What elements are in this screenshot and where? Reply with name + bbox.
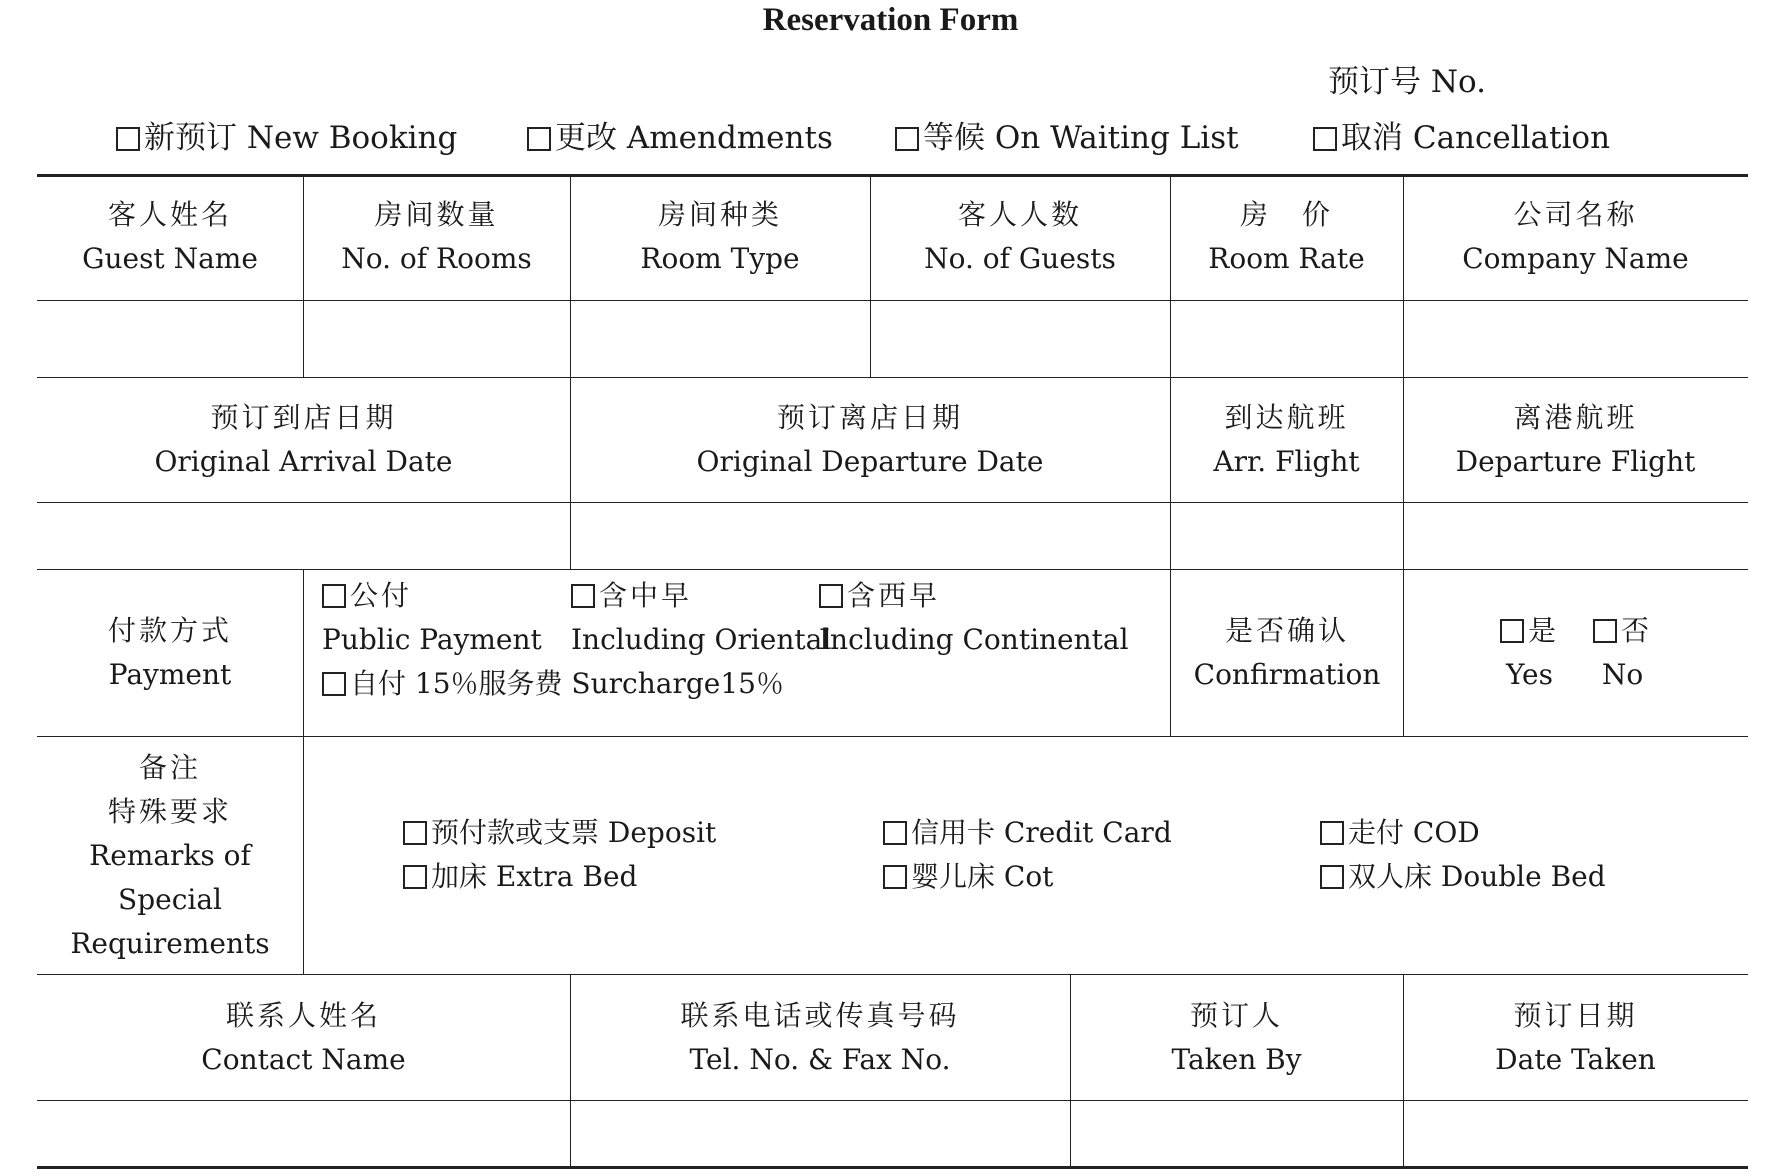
payment-option-oriental-breakfast[interactable] <box>571 574 831 662</box>
column-divider <box>303 569 304 974</box>
option-zh: 公付 <box>350 579 413 612</box>
option-en: Including Continental <box>819 623 1129 656</box>
checkbox[interactable] <box>527 127 551 151</box>
header-arrival-date <box>37 378 570 502</box>
remark-option-cot[interactable] <box>883 855 1053 899</box>
payment-label-zh: 付款方式 <box>107 614 232 647</box>
arrival-flight-field[interactable] <box>1171 503 1403 569</box>
option-en: Public Payment <box>322 623 542 656</box>
confirmation-en: Confirmation <box>1193 658 1381 691</box>
header-arrival-flight <box>1170 378 1403 502</box>
header-departure-flight <box>1403 378 1748 502</box>
arrival-date-field[interactable] <box>37 503 570 569</box>
header-en: No. of Rooms <box>341 242 532 275</box>
checkbox[interactable] <box>1593 619 1617 643</box>
header-en: Original Arrival Date <box>154 445 453 478</box>
payment-option-public[interactable] <box>322 574 542 662</box>
payment-label-en: Payment <box>108 658 232 691</box>
header-zh: 房间数量 <box>374 198 499 231</box>
payment-option-continental-breakfast[interactable] <box>819 574 1129 662</box>
remark-label: 走付 COD <box>1348 816 1480 849</box>
remarks-label <box>37 737 303 974</box>
checkbox[interactable] <box>883 865 907 889</box>
header-en: Guest Name <box>82 242 258 275</box>
remark-option-deposit[interactable] <box>403 811 716 855</box>
contact-name-field[interactable] <box>37 1101 570 1166</box>
option-zh: 含中早 <box>599 579 693 612</box>
header-room-type <box>570 174 870 300</box>
remark-option-double-bed[interactable] <box>1320 855 1606 899</box>
header-number-of-rooms <box>303 174 570 300</box>
departure-date-field[interactable] <box>571 503 1170 569</box>
header-en: Tel. No. & Fax No. <box>689 1042 951 1076</box>
confirmation-label <box>1171 570 1403 736</box>
checkbox[interactable] <box>322 672 346 696</box>
header-zh: 联系人姓名 <box>225 998 381 1032</box>
header-en: Departure Flight <box>1455 445 1696 478</box>
booking-type-label: 等候 On Waiting List <box>923 120 1239 156</box>
confirmation-options <box>1404 570 1748 736</box>
booking-type-label: 取消 Cancellation <box>1341 120 1611 156</box>
header-company-name <box>1403 174 1748 300</box>
departure-flight-field[interactable] <box>1404 503 1748 569</box>
booking-type-cancellation[interactable] <box>1313 116 1610 160</box>
checkbox[interactable] <box>571 584 595 608</box>
header-en: Contact Name <box>201 1042 406 1076</box>
form-title: Reservation Form <box>762 2 1019 38</box>
remark-label: 婴儿床 Cot <box>911 860 1054 893</box>
header-zh: 客人人数 <box>957 198 1082 231</box>
payment-option-self-pay[interactable] <box>322 662 784 706</box>
number-of-rooms-field[interactable] <box>304 301 570 377</box>
yes-en: Yes <box>1505 658 1553 691</box>
header-zh: 预订离店日期 <box>776 401 963 434</box>
payment-label <box>37 570 303 736</box>
booking-type-new[interactable] <box>116 116 457 160</box>
header-zh: 预订日期 <box>1513 998 1638 1032</box>
no-zh: 否 <box>1621 614 1653 647</box>
header-en: Room Rate <box>1208 242 1365 275</box>
checkbox[interactable] <box>1500 619 1524 643</box>
reservation-number-label: 预订号 No. <box>1328 64 1486 100</box>
remark-option-cod[interactable] <box>1320 811 1480 855</box>
confirmation-zh: 是否确认 <box>1224 614 1349 647</box>
header-zh: 房间种类 <box>657 198 782 231</box>
header-tel-fax <box>570 975 1070 1100</box>
header-zh: 联系电话或传真号码 <box>680 998 960 1032</box>
header-en: Original Departure Date <box>696 445 1044 478</box>
booking-type-label: 新预订 New Booking <box>144 120 458 156</box>
room-rate-field[interactable] <box>1171 301 1403 377</box>
option-zh: 含西早 <box>847 579 941 612</box>
no-en: No <box>1601 658 1644 691</box>
header-en: Date Taken <box>1495 1042 1656 1076</box>
header-contact-name <box>37 975 570 1100</box>
header-en: Arr. Flight <box>1213 445 1360 478</box>
number-of-guests-field[interactable] <box>871 301 1170 377</box>
header-zh: 客人姓名 <box>107 198 232 231</box>
header-taken-by <box>1070 975 1403 1100</box>
room-type-field[interactable] <box>571 301 870 377</box>
remark-label: 双人床 Double Bed <box>1348 860 1606 893</box>
header-en: No. of Guests <box>924 242 1116 275</box>
option-en: Including Oriental <box>571 623 832 656</box>
header-en: Taken By <box>1171 1042 1302 1076</box>
taken-by-field[interactable] <box>1071 1101 1403 1166</box>
checkbox[interactable] <box>403 865 427 889</box>
header-zh: 到达航班 <box>1224 401 1349 434</box>
booking-type-options <box>0 116 1781 160</box>
header-number-of-guests <box>870 174 1170 300</box>
header-zh: 房 价 <box>1239 198 1333 231</box>
checkbox[interactable] <box>116 127 140 151</box>
remark-label: 预付款或支票 Deposit <box>431 816 717 849</box>
table-bottom-rule <box>37 1166 1748 1169</box>
yes-zh: 是 <box>1527 614 1559 647</box>
reservation-table <box>37 174 1748 1170</box>
remarks-label-line: Requirements <box>70 926 270 960</box>
header-departure-date <box>570 378 1170 502</box>
confirmation-no[interactable] <box>1593 609 1652 697</box>
tel-fax-field[interactable] <box>571 1101 1070 1166</box>
booking-type-amendments[interactable] <box>527 116 833 160</box>
remarks-label-line: 备注 <box>138 750 201 784</box>
header-zh: 预订人 <box>1189 998 1283 1032</box>
date-taken-field[interactable] <box>1404 1101 1748 1166</box>
remark-label: 加床 Extra Bed <box>431 860 638 893</box>
option-label: 自付 15％服务费 Surcharge15％ <box>350 667 784 700</box>
checkbox[interactable] <box>895 127 919 151</box>
booking-type-waiting-list[interactable] <box>895 116 1239 160</box>
remark-label: 信用卡 Credit Card <box>911 816 1172 849</box>
checkbox[interactable] <box>1313 127 1337 151</box>
confirmation-yes[interactable] <box>1500 609 1559 697</box>
company-name-field[interactable] <box>1404 301 1748 377</box>
remarks-label-line: 特殊要求 <box>107 794 232 828</box>
header-guest-name <box>37 174 303 300</box>
remark-option-credit-card[interactable] <box>883 811 1172 855</box>
header-room-rate <box>1170 174 1403 300</box>
checkbox[interactable] <box>819 584 843 608</box>
header-en: Room Type <box>640 242 800 275</box>
checkbox[interactable] <box>1320 865 1344 889</box>
header-zh: 预订到店日期 <box>210 401 397 434</box>
remark-option-extra-bed[interactable] <box>403 855 637 899</box>
header-en: Company Name <box>1462 242 1689 275</box>
checkbox[interactable] <box>322 584 346 608</box>
checkbox[interactable] <box>883 821 907 845</box>
checkbox[interactable] <box>403 821 427 845</box>
header-zh: 公司名称 <box>1513 198 1638 231</box>
header-zh: 离港航班 <box>1513 401 1638 434</box>
header-date-taken <box>1403 975 1748 1100</box>
remarks-label-line: Special <box>118 882 222 916</box>
booking-type-label: 更改 Amendments <box>555 120 833 156</box>
guest-name-field[interactable] <box>37 301 303 377</box>
remarks-label-line: Remarks of <box>89 838 251 872</box>
checkbox[interactable] <box>1320 821 1344 845</box>
